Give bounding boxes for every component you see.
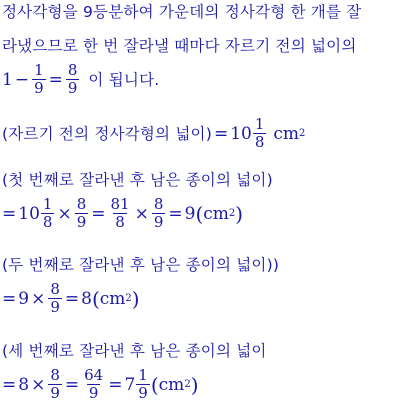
fraction-8-9 <box>48 281 62 316</box>
numerator: 8 <box>153 195 164 213</box>
fraction-1-8 <box>253 116 267 151</box>
denominator: 8 <box>42 213 53 231</box>
equals-sign: = <box>2 203 17 224</box>
equals-sign: = <box>213 123 229 144</box>
denominator: 8 <box>254 133 265 151</box>
numerator: 8 <box>67 61 78 79</box>
unit-exponent: 2 <box>299 127 306 139</box>
fraction-1-9 <box>136 367 150 402</box>
open-paren: ( <box>91 286 100 311</box>
equals-sign: = <box>64 374 80 395</box>
unit: cm <box>273 123 300 144</box>
unit-exponent: 2 <box>125 292 132 304</box>
times-sign: × <box>31 288 46 309</box>
open-paren: ( <box>195 201 204 226</box>
fraction-1-9 <box>32 62 46 97</box>
whole-number: 10 <box>230 123 252 144</box>
result: 8 <box>81 288 92 309</box>
whole-number: 10 <box>18 203 40 224</box>
fraction-8-9 <box>152 196 166 231</box>
text-line-5: (첫 번째로 잘라낸 후 남은 종이의 넓이) <box>2 171 273 189</box>
equation-line-10 <box>2 367 199 402</box>
equation-line-6 <box>2 196 243 231</box>
factor: 8 <box>18 374 30 395</box>
equals-sign: = <box>91 203 106 224</box>
numerator: 1 <box>254 115 265 133</box>
numerator: 8 <box>50 366 60 384</box>
denominator: 9 <box>34 79 44 97</box>
equals-sign: = <box>48 69 63 90</box>
numerator: 8 <box>50 280 60 298</box>
equation-line-8 <box>2 281 140 316</box>
numerator: 8 <box>76 195 87 213</box>
numerator: 1 <box>42 195 53 213</box>
fraction-64-9 <box>82 367 105 402</box>
text-line-7: (두 번째로 잘라낸 후 남은 종이의 넓이)) <box>2 256 280 274</box>
text-line-9: (세 번째로 잘라낸 후 남은 종이의 넓이 <box>2 342 267 360</box>
result: 9 <box>184 203 196 224</box>
equals-sign: = <box>108 374 123 395</box>
numerator: 1 <box>138 366 148 384</box>
times-sign: × <box>134 203 149 224</box>
fraction-8-9 <box>75 196 89 231</box>
times-sign: × <box>31 374 46 395</box>
equals-sign: = <box>2 374 17 395</box>
denominator: 9 <box>50 384 60 402</box>
fraction-81-8 <box>108 196 131 231</box>
times-sign: × <box>57 203 72 224</box>
area-label: (자르기 전의 정사각형의 넓이) <box>2 124 212 143</box>
denominator: 9 <box>88 384 99 402</box>
unit: cm <box>203 203 229 224</box>
numerator: 1 <box>34 61 44 79</box>
denominator: 9 <box>138 384 148 402</box>
numerator: 64 <box>84 366 104 384</box>
denominator: 9 <box>50 298 60 316</box>
denominator: 9 <box>153 213 164 231</box>
equals-sign: = <box>64 288 80 309</box>
denominator: 9 <box>67 79 78 97</box>
text-line-1: 정사각형을 9등분하여 가운데의 정사각형 한 개를 잘 <box>2 3 362 21</box>
close-paren: ) <box>190 372 199 397</box>
open-paren: ( <box>150 372 159 397</box>
denominator: 8 <box>115 213 125 231</box>
unit: cm <box>99 288 126 309</box>
numerator: 81 <box>110 195 130 213</box>
unit: cm <box>158 374 185 395</box>
equation-line-4 <box>2 116 305 151</box>
unit-exponent: 2 <box>228 207 236 219</box>
equation-line-3 <box>2 62 159 97</box>
line3-tail: 이 됩니다. <box>88 70 160 89</box>
equals-sign: = <box>2 288 17 309</box>
fraction-8-9 <box>66 62 80 97</box>
whole-number: 7 <box>124 374 136 395</box>
close-paren: ) <box>235 201 244 226</box>
fraction-1-8 <box>41 196 55 231</box>
close-paren: ) <box>131 286 140 311</box>
unit-exponent: 2 <box>184 378 191 390</box>
denominator: 9 <box>76 213 87 231</box>
factor: 9 <box>18 288 30 309</box>
equals-sign: = <box>168 203 183 224</box>
fraction-8-9 <box>48 367 62 402</box>
text-line-2: 라냈으므로 한 번 잘라낼 때마다 자르기 전의 넓이의 <box>2 37 357 55</box>
minus-sign: − <box>14 69 30 90</box>
one: 1 <box>2 69 13 90</box>
